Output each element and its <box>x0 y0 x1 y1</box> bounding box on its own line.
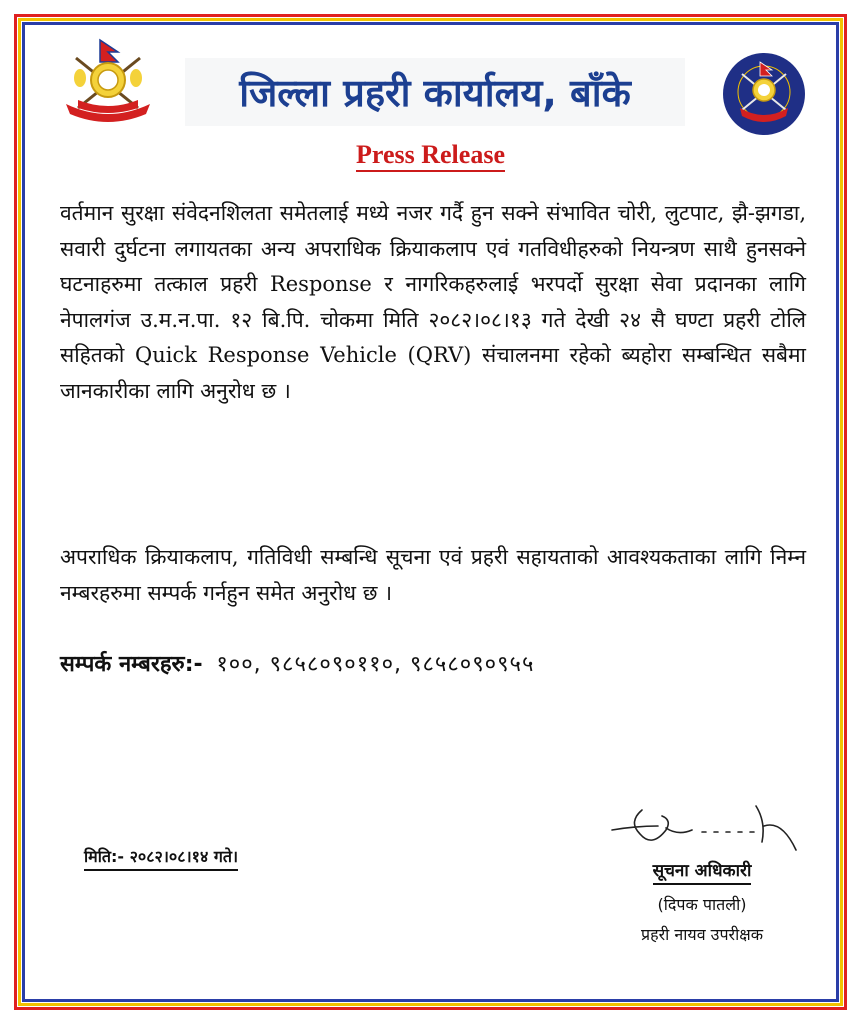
issue-date: मिति:- २०८२।०८।१४ गते। <box>84 845 238 871</box>
nepal-police-emblem-icon <box>58 38 158 124</box>
contact-label: सम्पर्क नम्बरहरु:- <box>60 652 203 677</box>
signatory-name: (दिपक पातली) <box>657 895 747 914</box>
press-release-label: Press Release <box>356 140 505 172</box>
body-paragraph-1: वर्तमान सुरक्षा संवेदनशिलता समेतलाई मध्ये नजर गर्दै हुन सक्ने संभावित चोरी, लुटपाट, झै-झगडा, सवारी दुर्घटना लगायतका अन्य अपराधिक क्रियाकलाप एवं गतविधीहरुको नियन्त्रण साथै हुनसक्ने घटनाहरुमा तत्काल प्रहरी Response र नागरिकहरुलाई भरपर्दो सुरक्षा सेवा प्रदानका लागि नेपालगंज उ.म.न.पा. १२ बि.पि. चोकमा मिति २०८२।०८।१३ गते देखी २४ सै घण्टा प्रहरी टोलि सहितको Quick Response Vehicle (QRV) संचालनमा रहेको ब्यहोरा सम्बन्धित सबैमा जानकारीका लागि अनुरोध छ । <box>60 201 806 403</box>
press-release-heading <box>0 140 861 170</box>
signatory-title: सूचना अधिकारी <box>653 858 752 885</box>
nepal-police-round-emblem-icon <box>722 52 806 136</box>
contact-numbers: १००, ९८५८०९०११०, ९८५८०९०९५५ <box>216 652 535 677</box>
contact-line <box>60 648 534 678</box>
signatory-block <box>612 858 792 945</box>
signature-mark <box>606 796 806 856</box>
body-paragraph-2: अपराधिक क्रियाकलाप, गतिविधी सम्बन्धि सूचना एवं प्रहरी सहायताको आवश्यकताका लागि निम्न नम्बरहरुमा सम्पर्क गर्नहुन समेत अनुरोध छ । <box>60 545 806 605</box>
signatory-rank: प्रहरी नायव उपरीक्षक <box>641 925 763 944</box>
office-title: जिल्ला प्रहरी कार्यालय, बाँके <box>185 58 685 126</box>
